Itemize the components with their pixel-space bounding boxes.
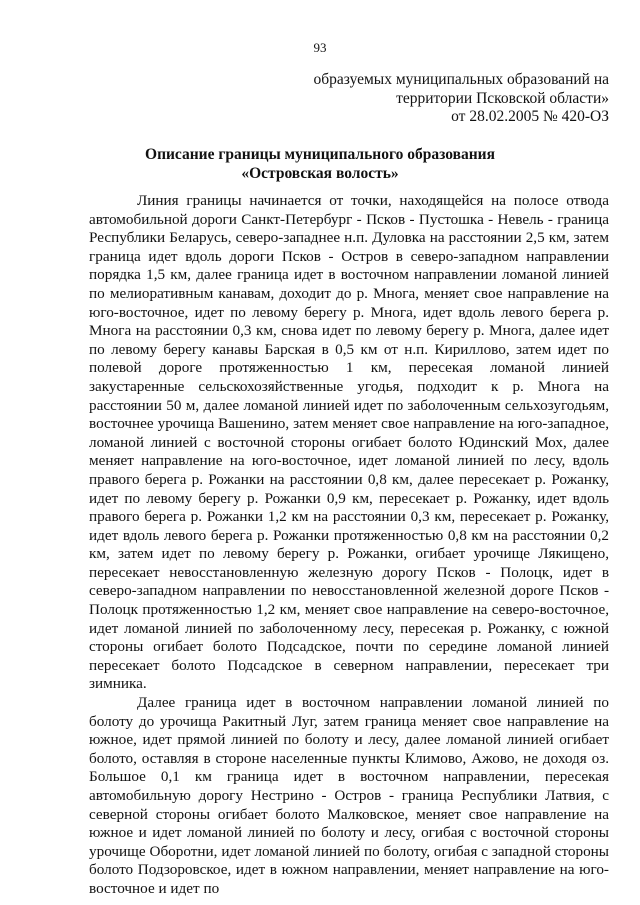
document-title <box>0 146 640 183</box>
page-number: 93 <box>313 40 327 55</box>
document-header-reference <box>314 71 610 127</box>
header-line-2: территории Псковской области» <box>396 89 609 107</box>
title-line-1: Описание границы муниципального образования <box>145 146 495 163</box>
header-line-1: образуемых муниципальных образований на <box>313 71 609 88</box>
document-body <box>89 192 609 899</box>
paragraph-1: Линия границы начинается от точки, находящейся на полосе отвода автомобильной дороги Санкт-Петербург - Псков - Пустошка - Невель - граница Республики Беларусь, северо-западнее н.п. Дуловка на расстоянии 2,5 км, затем граница идет вдоль дороги Псков - Остров в северо-западном направлении порядка 1,5 км, далее граница идет в восточном направлении ломаной линией по мелиоративным канавам, доходит до р. Многа, меняет свое направление на юго-восточное, идет по левому берегу р. Многа, идет вдоль левого берега р. Многа на расстоянии 0,3 км, снова идет по левому берегу р. Многа, далее идет по левому берегу канавы Барская в 0,5 км от н.п. Кириллово, затем идет по полевой дороге протяженностью 1 км, пересекая ломаной линией закустаренные сельскохозяйственные угодья, подходит к р. Многа на расстоянии 50 м, далее ломаной линией идет по заболоченным сельхозугодьям, восточнее урочища Вашенино, затем меняет свое направление на юго-западное, ломаной линией с восточной стороны огибает болото Юдинский Мох, далее меняет направление на юго-восточное, идет ломаной линией по лесу, вдоль правого берега р. Рожанки на расстоянии 0,8 км, далее пересекает р. Рожанку, идет по левому берегу р. Рожанки 0,9 км, пересекает р. Рожанку, идет вдоль правого берега р. Рожанки 1,2 км на расстоянии 0,3 км, пересекает р. Рожанку, идет вдоль левого берега р. Рожанки протяженностью 0,8 км на расстоянии 0,2 км, затем идет по левому берегу р. Рожанки, огибает урочище Лякищено, пересекает невосстановленную железную дорогу Псков - Полоцк, идет в северо-западном направлении по невосстановленной железной дороге Псков - Полоцк протяженностью 1,2 км, меняет свое направление на северо-восточное, идет ломаной линией по заболоченному лесу, пересекая р. Рожанку, с южной стороны огибает болото Подсадское, почти по середине ломаной линией пересекает болото Подсадское в северном направлении, пересекает три зимника. <box>89 192 609 693</box>
header-line-3: от 28.02.2005 № 420-ОЗ <box>451 108 609 125</box>
title-line-2: «Островская волость» <box>241 164 399 182</box>
paragraph-2: Далее граница идет в восточном направлении ломаной линией по болоту до урочища Ракитный Луг, затем граница меняет свое направление на южное, идет прямой линией по болоту и лесу, далее ломаной линией огибает болото, оставляя в стороне населенные пункты Климово, Ажово, не доходя оз. Большое 0,1 км граница идет в восточном направлении, пересекая автомобильную дорогу Нестрино - Остров - граница Республики Латвия, с северной стороны огибает болото Малковское, меняет свое направление на южное и идет ломаной линией по болоту и лесу, огибая с восточной стороны урочище Оборотни, идет ломаной линией по болоту, огибая с западной стороны болото Подзоровское, идет в южном направлении, меняет направление на юго-восточное и идет по <box>89 694 609 897</box>
